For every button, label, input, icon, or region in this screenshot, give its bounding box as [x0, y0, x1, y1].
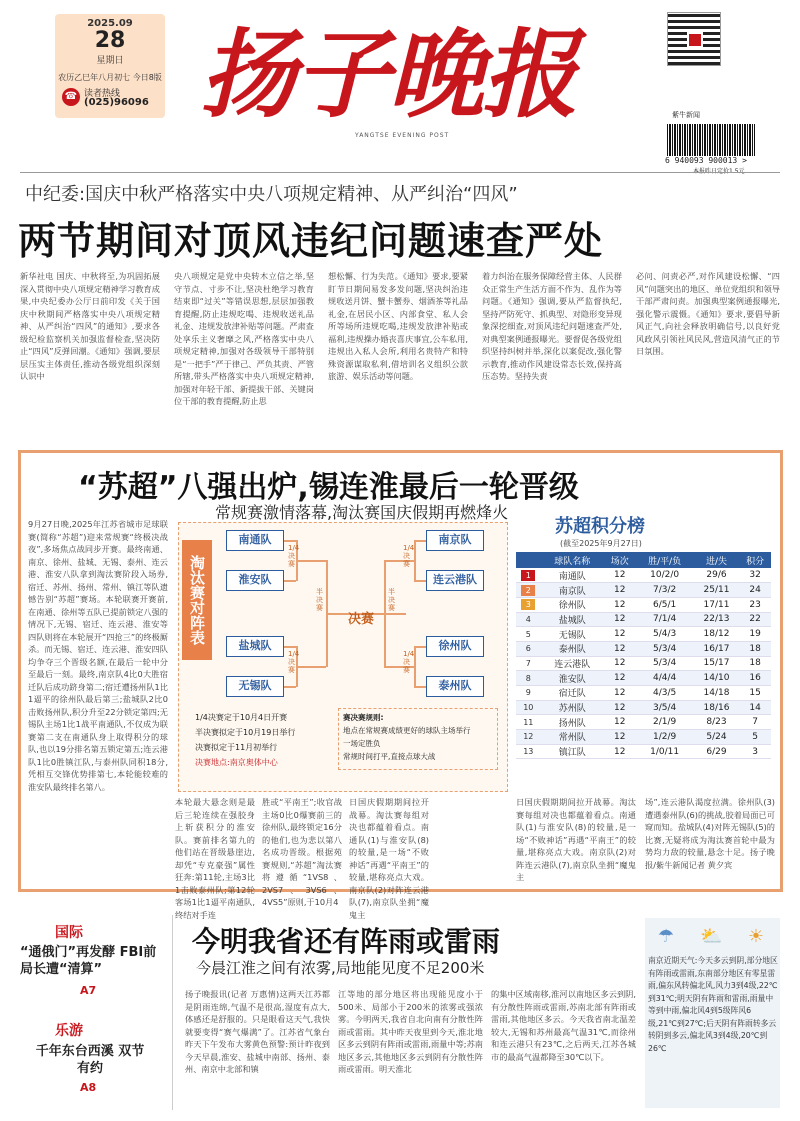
weather-column: 的集中区域南移,淮河以南地区多云到阴,有分散性阵雨或雷雨,苏南北部有阵雨或雷雨,其他地区多云。今天我省南北温差较大,无锡和苏州最高气温31℃,而徐州和连云港只有23℃,之后两天,江苏各城市的最高气温都降至30℃以下。 — [491, 989, 636, 1062]
bracket-line — [414, 540, 426, 542]
lead-column: 着力纠治在服务保障经营主体、人民群众正常生产生活方面不作为、乱作为等问题。《通知》强调,要从严监督执纪,坚持严防死守、抓典型、对隐形变异现象深挖细查,对顶风违纪问题速查严处,对典型案例通报曝光。要督促各级党组织坚持纠树并举,深化以案促改,强化警示教育,推动作风建设常态长效,保持高压态势。坚持失责 — [482, 271, 622, 381]
rule-item: 常规时间打平,直接点球大战 — [343, 752, 436, 761]
standings-cell: 18/12 — [694, 627, 740, 642]
standings-cell: 15/17 — [694, 656, 740, 671]
rank-cell — [516, 641, 541, 656]
weekday: 星期日 — [96, 56, 124, 66]
bracket-line — [414, 686, 426, 688]
bracket-team[interactable]: 盐城队 — [226, 636, 284, 657]
standings-cell: 南通队 — [541, 568, 604, 583]
sun-icon: ☀ — [747, 926, 765, 947]
rank-cell — [516, 656, 541, 671]
standings-cell: 25/11 — [694, 583, 740, 598]
bracket-line — [414, 646, 416, 687]
standings-cell: 12 — [604, 612, 636, 627]
weather-forecast-text: 南京近期天气:今天多云到阴,部分地区有阵雨或雷雨,东南部分地区有零星雷雨,偏东风转偏北风,风力3到4级,22℃到31℃;明天阴有阵雨和雷雨,雨量中等到中雨,偏北风4到5级阵风6级,21℃到27℃;后天阴有阵雨转多云转阴到多云,偏北风3到4级,20℃到26℃ — [648, 956, 778, 1053]
teaser-headline[interactable]: “通俄门”再发酵 FBI前局长遭“清算” — [20, 945, 157, 977]
bracket-team[interactable]: 泰州队 — [426, 676, 484, 697]
standings-cell: 镇江队 — [541, 744, 604, 759]
bracket-line — [414, 540, 416, 581]
standings-row — [516, 715, 771, 730]
standings-cell: 14 — [739, 700, 771, 715]
divider — [172, 915, 173, 1110]
standings-cell: 7/1/4 — [636, 612, 694, 627]
rank-badge: 8 — [525, 673, 531, 683]
standings-cell: 29/6 — [694, 568, 740, 583]
standings-header: 场次 — [604, 552, 636, 568]
standings-title: 苏超积分榜 — [555, 516, 645, 537]
standings-cell: 7/3/2 — [636, 583, 694, 598]
rank-badge: 2 — [521, 585, 535, 596]
weather-column: 扬子晚报讯(记者 万惠情)这两天江苏都是阴雨连绵,气温不是很高,湿度有点大,体感还是舒服的。只是眼看这天气,我快就要变得“赛气爆满”了。江苏省气象台昨天下午发布大雾黄色预警:预计昨夜到今天早晨,淮安、盐城中南部、扬州、泰州、南京中北部和镇 — [185, 989, 330, 1074]
standings-cell: 12 — [604, 627, 636, 642]
standings-cell: 2/1/9 — [636, 715, 694, 730]
bracket-line — [414, 580, 426, 582]
schedule-item: 决赛地点:南京奥体中心 — [195, 758, 278, 767]
bracket-label: 淘汰赛对阵表 — [182, 540, 212, 660]
weather-subhead: 今晨江淮之间有浓雾,局地能见度不足200米 — [196, 959, 485, 977]
teaser-page[interactable]: A8 — [80, 1081, 97, 1094]
rank-cell — [516, 730, 541, 745]
standings-cell: 5/3/4 — [636, 641, 694, 656]
weather-headline[interactable]: 今明我省还有阵雨或雷雨 — [192, 925, 501, 958]
standings-header: 积分 — [739, 552, 771, 568]
standings-cell: 16/17 — [694, 641, 740, 656]
bracket-line — [284, 646, 296, 648]
standings-cell: 连云港队 — [541, 656, 604, 671]
rank-cell — [516, 715, 541, 730]
standings-cell: 5/3/4 — [636, 656, 694, 671]
standings-row — [516, 700, 771, 715]
standings-cell: 12 — [604, 715, 636, 730]
rank-badge: 4 — [525, 614, 531, 624]
standings-cell: 5/24 — [694, 730, 740, 745]
standings-cell: 22/13 — [694, 612, 740, 627]
standings-cell: 8/23 — [694, 715, 740, 730]
suchao-intro-text: 9月27日晚,2025年江苏省城市足球联赛(简称“苏超”)迎来常规赛“终极决战夜”,多场焦点战同步开赛。最终南通、南京、徐州、盐城、无锡、泰州、连云港、淮安八队拿到淘汰赛阶段入场券,宿迁、苏州、扬州、常州、镇江等队遗憾告别“苏超”赛场。本轮联赛开赛前,在南通、徐州等五队已提前锁定八强的情况下,无锡、宿迁、连云港、淮安等四队则将在本轮展开“四抢三”的终极厮杀。而无锡、宿迁、连云港、淮安四队均争夺三个晋级名额,在最后一轮中分至最后一刻。最终,南京队4比0大胜宿迁队后成功跻身第二;宿迁遭扬州队1比1逼平的徐州队最后第三;盐城队2比0击败扬州队,积分升至22分锁定第四;无锡队主场1比1战平南通队,不仅成为联赛第二支在南通队身上取得积分的球队,也以19分排名第五锁定第五;连云港队1比0胜镇江队,与泰州队同积18分,凭相互交锋优势排第七,本轮能较难的淮安队最终排名第八。 — [28, 519, 168, 792]
standings-cell: 4/3/5 — [636, 686, 694, 701]
round-label: 半决赛 — [316, 588, 323, 612]
standings-cell: 徐州队 — [541, 597, 604, 612]
standings-header: 球队名称 — [541, 552, 604, 568]
standings-cell: 12 — [604, 583, 636, 598]
bracket-team[interactable]: 淮安队 — [226, 570, 284, 591]
standings-row — [516, 612, 771, 627]
rules-title: 赛决赛规则: — [343, 713, 384, 722]
standings-cell: 4/4/4 — [636, 671, 694, 686]
standings-cell: 12 — [604, 671, 636, 686]
standings-cell: 苏州队 — [541, 700, 604, 715]
schedule-item: 1/4决赛定于10月4日开赛 — [195, 713, 288, 722]
standings-table — [516, 552, 771, 759]
section-tag-travel: 乐游 — [55, 1023, 83, 1039]
suchao-column: 本轮最大悬念则是最后三轮连续在强胶身上斩获积分的淮安队。赛前排名第九的他们站在晋级悬崖边,却凭“专克豪强”属性狂奔:第11轮,主场3比1击败泰州队;第12轮客场1比1逼平南通队,终结对手连 — [175, 797, 255, 920]
standings-cell: 15 — [739, 686, 771, 701]
standings-cell: 14/10 — [694, 671, 740, 686]
standings-row — [516, 641, 771, 656]
bracket-team[interactable]: 连云港队 — [426, 570, 484, 591]
standings-row — [516, 730, 771, 745]
bracket-line — [296, 666, 326, 668]
standings-cell: 宿迁队 — [541, 686, 604, 701]
round-label: 1/4决赛 — [288, 650, 300, 674]
standings-cell: 22 — [739, 612, 771, 627]
suchao-column: 胜或“平南王”;收官战主场0比0爆赛前三的徐州队,最终锁定16分的他们,也为悲以第八名成功晋级。根据苑赛规则,“苏超”淘汰赛将遵循“1VS8、2VS7、3VS6、4VS5”原则,于10月4 — [262, 797, 342, 907]
standings-cell: 23 — [739, 597, 771, 612]
rank-cell — [516, 583, 541, 598]
bracket-team[interactable]: 南京队 — [426, 530, 484, 551]
standings-header — [516, 552, 541, 568]
newspaper-title: 扬子晚报 — [200, 18, 576, 131]
standings-cell: 12 — [604, 641, 636, 656]
price-note — [693, 166, 745, 175]
rank-badge: 9 — [525, 688, 531, 698]
bracket-line — [384, 560, 386, 667]
rank-badge: 11 — [523, 717, 534, 727]
standings-row — [516, 686, 771, 701]
standings-cell: 24 — [739, 583, 771, 598]
rank-badge: 3 — [521, 599, 535, 610]
reader-hotline — [62, 86, 162, 110]
standings-cell: 12 — [604, 744, 636, 759]
schedule-list — [195, 710, 335, 770]
rank-cell — [516, 597, 541, 612]
round-label: 1/4决赛 — [403, 544, 415, 568]
lead-column: 新华社电 国庆、中秋将至,为巩固拓展深入贯彻中央八项规定精神学习教育成果,中央纪委办公厅日前印发《关于国庆中秋期间严格落实中央八项规定精神、从严纠治“四风”的通知》,要求各级纪检监察机关加强监督检查,坚决防止“四风”反弹回潮。《通知》强调,要层层压实主体责任,推动各级党组织深刻认识中 — [20, 271, 160, 381]
suchao-subhead: 常规赛激情落幕,淘汰赛国庆假期再燃烽火 — [215, 503, 509, 522]
schedule-item: 半决赛拟定于10月19日举行 — [195, 728, 296, 737]
standings-cell: 18 — [739, 656, 771, 671]
newspaper-title-en: YANGTSE EVENING POST — [355, 132, 450, 139]
round-label: 1/4决赛 — [288, 544, 300, 568]
standings-row — [516, 627, 771, 642]
date-day: 28 — [94, 28, 126, 53]
rank-cell — [516, 671, 541, 686]
barcode-icon — [667, 124, 755, 156]
standings-row — [516, 568, 771, 583]
standings-cell: 3/5/4 — [636, 700, 694, 715]
standings-row — [516, 671, 771, 686]
schedule-item: 决赛拟定于11月初举行 — [195, 743, 278, 752]
standings-cell: 7 — [739, 715, 771, 730]
bracket-line — [296, 560, 326, 562]
cloud-sun-icon: ⛅ — [700, 926, 723, 947]
rank-badge: 6 — [525, 644, 531, 654]
standings-cell: 5 — [739, 730, 771, 745]
standings-row — [516, 597, 771, 612]
rank-badge: 5 — [525, 629, 531, 639]
rank-badge: 13 — [523, 747, 534, 757]
suchao-column: 场”,连云港队渴度拉满。徐州队(3)遭遇泰州队(6)的挑战,胶着局面已可窥而知。盐城队(4)对阵无锡队(5)的比赛,无疑将成为淘汰赛首轮中最为势均力敌的较量,悬念十足。扬子晚报/紫牛新闻记者 黄夕宾 — [645, 797, 775, 870]
lead-headline[interactable]: 两节期间对顶风违纪问题速查严处 — [18, 218, 604, 263]
rank-badge: 1 — [521, 570, 535, 581]
rank-cell — [516, 627, 541, 642]
bracket-line — [414, 646, 426, 648]
standings-row — [516, 583, 771, 598]
rank-badge: 7 — [525, 658, 531, 668]
hotline-label: 读者热线 — [84, 89, 121, 99]
standings-cell: 南京队 — [541, 583, 604, 598]
suchao-headline[interactable]: “苏超”八强出炉,锡连淮最后一轮晋级 — [78, 470, 579, 505]
standings-cell: 无锡队 — [541, 627, 604, 642]
rank-cell — [516, 568, 541, 583]
date-year: 2025.09 — [87, 18, 133, 29]
qr-code-icon[interactable] — [667, 12, 721, 66]
standings-cell: 3 — [739, 744, 771, 759]
standings-cell: 5/4/3 — [636, 627, 694, 642]
lead-kicker: 中纪委:国庆中秋严格落实中央八项规定精神、从严纠治“四风” — [25, 184, 518, 205]
standings-cell: 扬州队 — [541, 715, 604, 730]
standings-cell: 14/18 — [694, 686, 740, 701]
rules-box — [338, 708, 498, 770]
hotline-number: (025)96096 — [84, 97, 149, 108]
standings-cell: 泰州队 — [541, 641, 604, 656]
standings-row — [516, 656, 771, 671]
round-label: 1/4决赛 — [403, 650, 415, 674]
rank-cell — [516, 744, 541, 759]
phone-icon: ☎ — [62, 88, 80, 106]
lead-column: 想松懈、行为失范。《通知》要求,要紧盯节日期间易发多发问题,坚决纠治违规收送月饼、蟹卡蟹券、烟酒茶等礼品礼金,在居民小区、内部食堂、私人会所等场所违规吃喝,违规发放津补贴或福利,违规操办婚丧喜庆事宜,公车私用,违规出入私人会所,利用名贵特产和特殊资源谋取私利,借培训名义组织公款旅游、娱乐活动等问题。 — [328, 271, 468, 381]
suchao-column: 日国庆假期期间拉开战幕。淘汰赛每组对决也都蕴着看点。南通队(1)与淮安队(8)的较量,是一场“不败神话”再遇“平南王”的较量,堪称亮点大戏。南京队(2)对阵连云港队(7),南京队坐拥“魔鬼主 — [516, 797, 636, 882]
teaser-page[interactable]: A7 — [80, 984, 97, 997]
standings-cell: 18/16 — [694, 700, 740, 715]
standings-cell: 10/2/0 — [636, 568, 694, 583]
lead-column: 央八项规定是党中央转木立信之举,坚守节点、寸步不让,坚决杜绝学习教育结束即“过关”等错误思想,层层加强教育提醒,防止违规吃喝、违规收送礼品礼金、违规发放津补贴等问题。严肃查处享乐主义奢靡之风,严格落实中央八项规定精神,加强对各级领导干部特别是“一把手”严于律己、严负其责、严管所辖,带头严格落实中央八项规定精神,加强对年轻干部、新提拔干部、关键岗位干部的教育提醒,防止思 — [174, 271, 314, 406]
bracket-team[interactable]: 徐州队 — [426, 636, 484, 657]
round-label: 半决赛 — [388, 588, 395, 612]
bracket-line — [284, 686, 296, 688]
bracket-line — [284, 580, 296, 582]
qr-label: 紫牛新闻 — [672, 111, 700, 119]
divider — [20, 172, 780, 173]
standings-cell: 常州队 — [541, 730, 604, 745]
standings-row — [516, 744, 771, 759]
rank-badge: 10 — [523, 703, 534, 713]
weather-column: 江等地的部分地区将出现能见度小于500米、局部小于200米的浓雾或强浓雾。今明两天,我省自北向南有分散性阵雨或雷雨。其中昨天夜里到今天,淮北地区多云到阴有阵雨或雷雨,雨量中等;苏南地区多云,其他地区多云到阴有分散性阵雨或雷雨。明天淮北 — [338, 989, 483, 1074]
standings-cell: 6/5/1 — [636, 597, 694, 612]
teaser-headline[interactable]: 千年东台西溪 双节有约 — [35, 1044, 145, 1076]
lunar-date: 农历乙巳年八月初七 今日8版 — [58, 73, 162, 82]
section-tag-international: 国际 — [55, 925, 83, 941]
rain-icon: ☂ — [657, 926, 675, 947]
standings-cell: 12 — [604, 730, 636, 745]
standings-cell: 12 — [604, 656, 636, 671]
rank-badge: 12 — [523, 732, 534, 742]
lead-column: 必问、问责必严,对作风建设松懈、“四风”问题突出的地区、单位党组织和领导干部严肃问责。加强典型案例通报曝光,强化警示震慑。《通知》要求,要倡导新风正气,向社会释放明确信号,以良好党风政风引领社风民风,营造风清气正的节日氛围。 — [636, 271, 780, 356]
standings-header: 胜/平/负 — [636, 552, 694, 568]
standings-note: (截至2025年9月27日) — [560, 539, 642, 548]
rank-cell — [516, 612, 541, 627]
standings-cell: 12 — [604, 686, 636, 701]
standings-cell: 12 — [604, 568, 636, 583]
bracket-team[interactable]: 南通队 — [226, 530, 284, 551]
rule-item: 一场定胜负 — [343, 739, 381, 748]
barcode-number: 6 940093 900013 > — [665, 156, 747, 165]
bracket-team[interactable]: 无锡队 — [226, 676, 284, 697]
standings-cell: 32 — [739, 568, 771, 583]
rule-item: 地点在常规赛成绩更好的球队主场举行 — [343, 726, 471, 735]
standings-cell: 1/0/11 — [636, 744, 694, 759]
rank-cell — [516, 686, 541, 701]
standings-cell: 12 — [604, 700, 636, 715]
standings-cell: 6/29 — [694, 744, 740, 759]
standings-cell: 淮安队 — [541, 671, 604, 686]
standings-cell: 16 — [739, 671, 771, 686]
standings-cell: 19 — [739, 627, 771, 642]
rank-cell — [516, 700, 541, 715]
standings-cell: 1/2/9 — [636, 730, 694, 745]
standings-cell: 盐城队 — [541, 612, 604, 627]
standings-cell: 12 — [604, 597, 636, 612]
suchao-column: 日国庆假期期间拉开战幕。淘汰赛每组对决也都蕴着看点。南通队(1)与淮安队(8)的较量,是一场“不败神话”再遇“平南王”的较量,堪称亮点大戏。南京队(2)对阵连云港队(7),南京队坐拥“魔鬼主 — [349, 797, 429, 920]
standings-cell: 18 — [739, 641, 771, 656]
bracket-line — [284, 540, 296, 542]
standings-cell: 17/11 — [694, 597, 740, 612]
standings-header: 进/失 — [694, 552, 740, 568]
final-label: 决赛 — [348, 612, 375, 627]
